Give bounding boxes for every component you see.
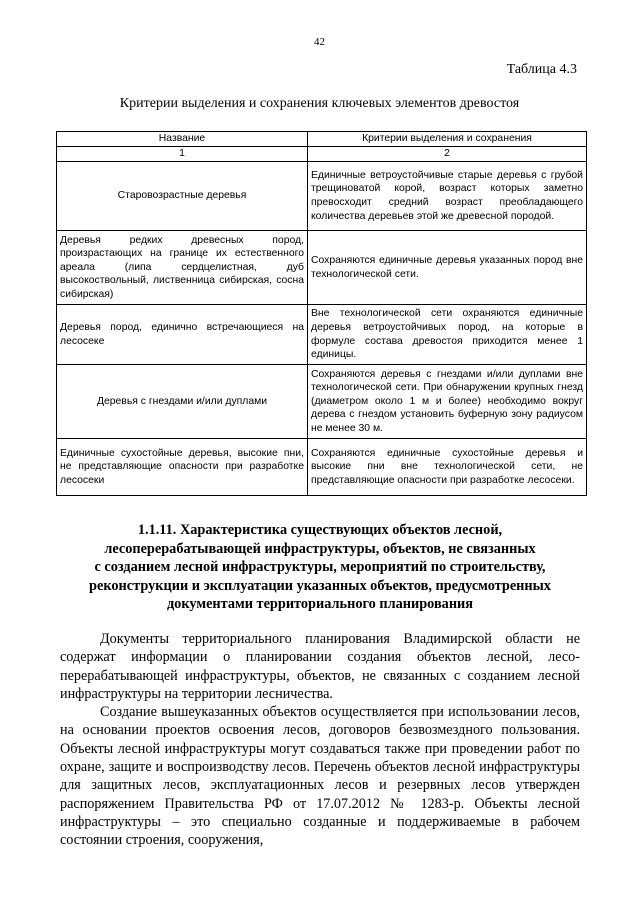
table-row [57,439,587,496]
table-cell-criteria: Сохраняются единичные сухостойные деревья и высокие пни вне технологической сети, не представляющие опасности при разработке лесосеки. [308,439,587,496]
paragraph: Документы территориального планирования Владимирской области не содержат информации о планировании создания объектов лесной, лесо-перерабатывающей инфраструктуры, объектов, не связанных с созданием лесной инфраструктуры на территории лесничества. [60,631,580,702]
table-row [57,231,587,305]
table-label: Таблица 4.3 [506,62,577,77]
table-cell-criteria: Единичные ветроустойчивые старые деревья с грубой трещиноватой корой, возраст которых заметно превосходит средний возраст преобладающего количества деревьев этой же древесной породой. [308,162,587,231]
section-title-line: документами территориального планирования [166,596,474,612]
table-row [57,305,587,365]
table-cell-name: Деревья редких древесных пород, произрастающих на границе их естественного ареала (липа сердцелистная, дуб высокоствольный, лиственница сибирская, сосна сибирская) [57,231,308,305]
table-cell-criteria: Вне технологической сети охраняются единичные деревья ветроустойчивых пород, на которые в формуле состава древостоя приходится менее 1 единицы. [308,305,587,365]
table-caption: Критерии выделения и сохранения ключевых элементов древостоя [119,96,520,111]
table-cell-name: Деревья с гнездами и/или дуплами [57,365,308,439]
table-cell-name: Старовозрастные деревья [57,162,308,231]
table-header-cell: Критерии выделения и сохранения [308,132,587,147]
section-title [60,521,580,614]
table-header-row [57,132,587,147]
table-cell-criteria: Сохраняются деревья с гнездами и/или дуплами вне технологической сети. При обнаружении крупных гнезд (диаметром около 1 м и более) необходимо вокруг дерева с гнездом установить буферную зону радиусом не менее 30 м. [308,365,587,439]
section-title-line: с созданием лесной инфраструктуры, мероприятий по строительству, [94,559,546,575]
table-cell-name: Единичные сухостойные деревья, высокие пни, не представляющие опасности при разработке лесосеки [57,439,308,496]
section-title-line: лесоперерабатывающей инфраструктуры, объектов, не связанных [104,540,536,557]
section-title-line: 1.1.11. Характеристика существующих объектов лесной, [137,522,503,538]
table-column-number: 1 [57,147,308,162]
table-cell-name: Деревья пород, единично встречающиеся на лесосеке [57,305,308,365]
section-title-line: реконструкции и эксплуатации указанных объектов, предусмотренных [89,577,551,594]
page-number: 42 [314,36,325,48]
table-cell-criteria: Сохраняются единичные деревья указанных пород вне технологической сети. [308,231,587,305]
table-row [57,365,587,439]
paragraph: Создание вышеуказанных объектов осуществляется при использовании лесов, на основании проектов освоения лесов, договоров безвозмездного пользования. Объекты лесной инфраструктуры могут создаваться также при проведении работ по охране, защите и воспроизводству лесов. Перечень объектов лесной инфраструктуры для защитных лесов, эксплуатационных лесов и резервных лесов утвержден распоряжением Правительства РФ от 17.07.2012 № 1283-р. Объекты лесной инфраструктуры – это специально созданные и поддерживаемые в рабочем состоянии строения, сооружения, [60,704,580,849]
table-row [57,162,587,231]
table-header-cell: Название [57,132,308,147]
body-text [60,630,580,850]
table-column-number: 2 [308,147,587,162]
criteria-table [56,131,587,496]
table-column-number-row [57,147,587,162]
